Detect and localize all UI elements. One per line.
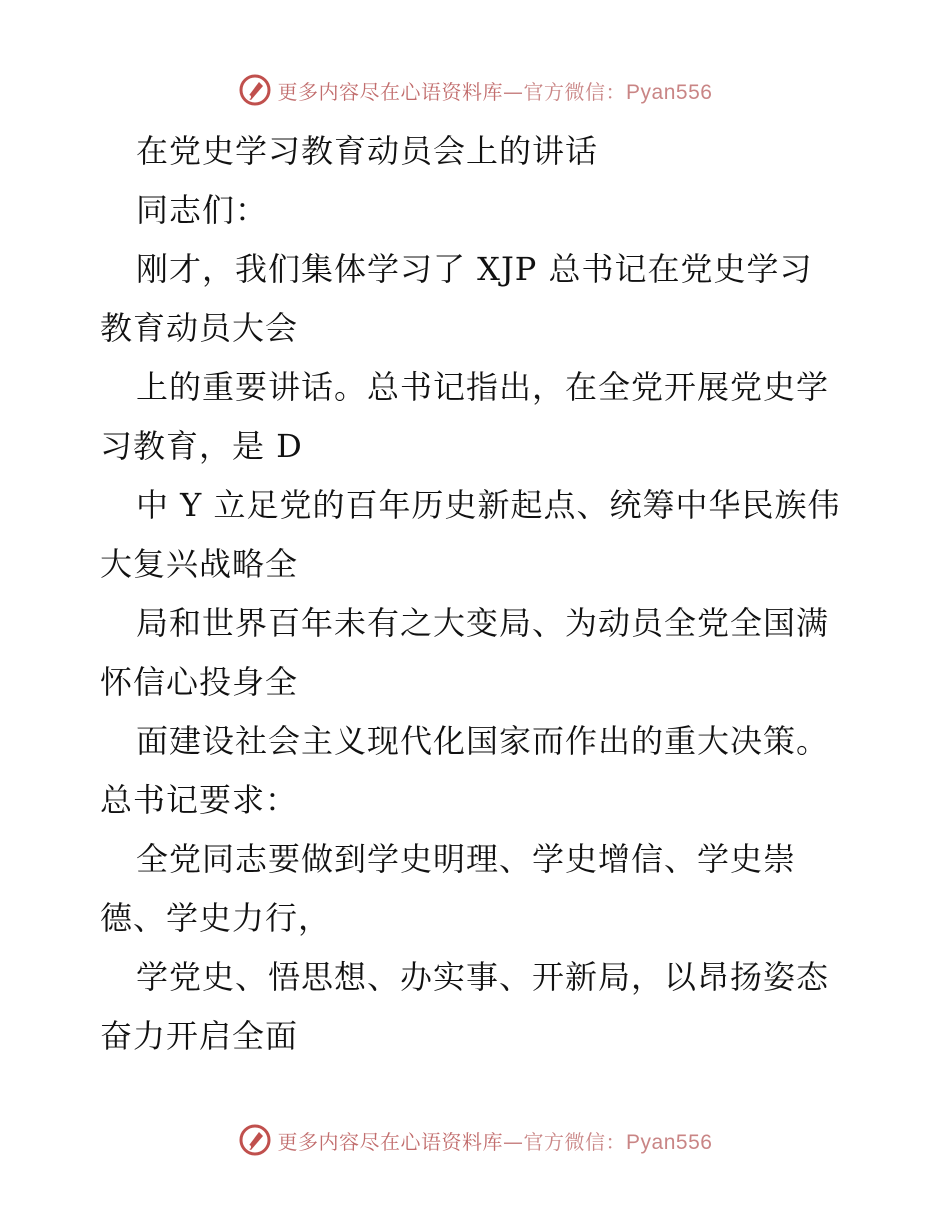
watermark-text: 更多内容尽在心语资料库—官方微信：Pyan556: [277, 1129, 713, 1154]
paragraph-line: 全党同志要做到学史明理、学史增信、学史崇: [136, 840, 797, 878]
paragraph-line: 面建设社会主义现代化国家而作出的重大决策。: [136, 722, 830, 760]
paragraph-line: 上的重要讲话。总书记指出，在全党开展党史学: [136, 368, 830, 406]
pen-logo-icon: [238, 73, 272, 107]
pen-logo-icon: [238, 1123, 272, 1157]
watermark-header: [0, 70, 950, 110]
paragraph-line: 奋力开启全面: [100, 1017, 299, 1055]
paragraph-line: 刚才，我们集体学习了 XJP 总书记在党史学习: [136, 250, 813, 288]
paragraph-line: 教育动员大会: [100, 309, 299, 347]
paragraph-line: 大复兴战略全: [100, 545, 299, 583]
paragraph-line: 中 Y 立足党的百年历史新起点、统筹中华民族伟: [136, 486, 841, 524]
paragraph-line: 怀信心投身全: [100, 663, 299, 701]
paragraph-line: 学党史、悟思想、办实事、开新局，以昂扬姿态: [136, 958, 830, 996]
document-body: [100, 122, 852, 1066]
salutation: 同志们：: [136, 191, 269, 229]
document-title: 在党史学习教育动员会上的讲话: [136, 132, 599, 170]
paragraph-line: 局和世界百年未有之大变局、为动员全党全国满: [136, 604, 830, 642]
watermark-text: 更多内容尽在心语资料库—官方微信：Pyan556: [277, 79, 713, 104]
paragraph-line: 总书记要求：: [100, 781, 299, 819]
paragraph-line: 德、学史力行，: [100, 899, 332, 937]
paragraph-line: 习教育，是 D: [100, 427, 303, 465]
watermark-footer: [0, 1120, 950, 1160]
